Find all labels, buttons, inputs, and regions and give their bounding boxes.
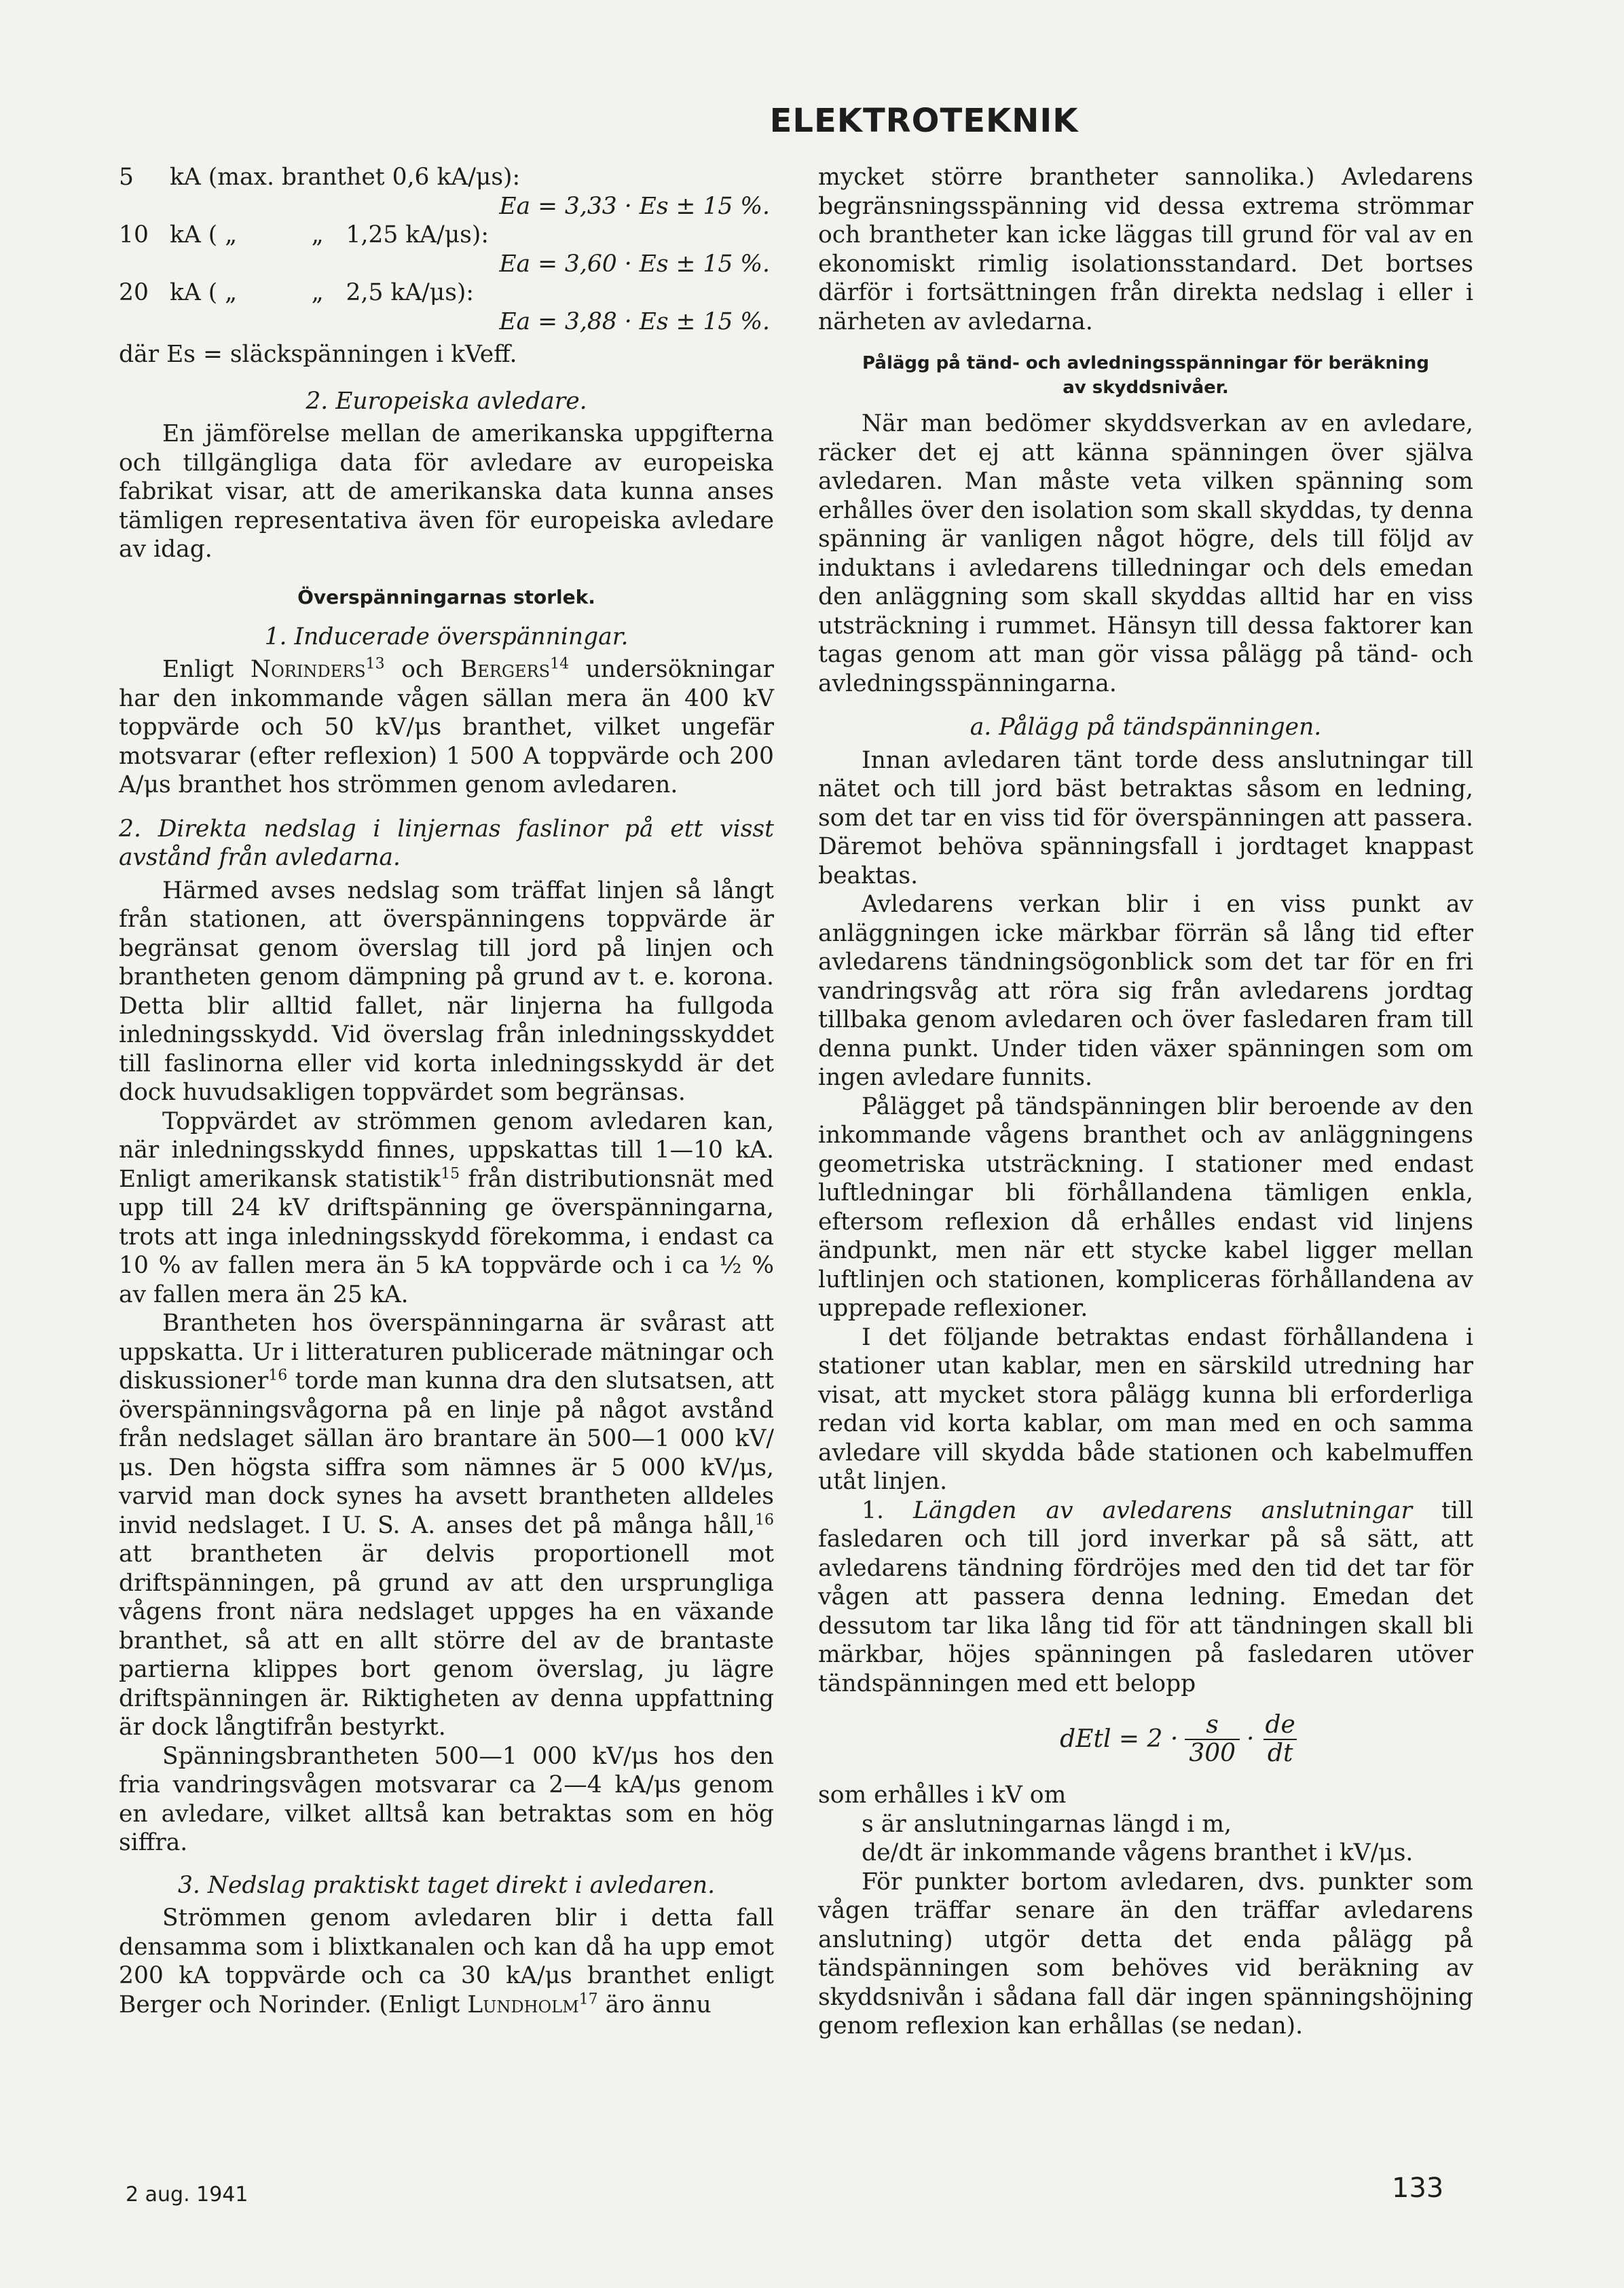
author-name: Lundholm xyxy=(467,1991,579,2018)
paragraph: I det följande betraktas endast förhållandena i stationer utan kablar, men en särskild utredning har visat, att mycket stora pålägg kunna bli erforderliga redan vid korta kablar, om man med en och samma avledare vill skydda både stationen och kabelmuffen utåt linjen. xyxy=(818,1323,1473,1495)
definition-item: de/dt är inkommande vågens branthet i kV/μs. xyxy=(862,1839,1414,1866)
section-heading: 2. Direkta nedslag i linjernas faslinor på ett visst avstånd från avledarna. xyxy=(119,815,774,871)
formula-current: 10 xyxy=(119,221,149,248)
paragraph: Enligt Norinders$^{13}$ och Bergers$^{14}$ undersökningar har den inkommande vågen sällan mera än 400 kV toppvärde och 50 kV/μs branthet, vilket ungefär motsvarar (efter reflexion) 1 500 A toppvärde och 200 A/μs branthet hos strömmen genom avledaren. xyxy=(119,655,775,798)
section-heading: a. Pålägg på tändspänningen. xyxy=(970,714,1322,741)
paragraph: Avledarens verkan blir i en viss punkt av anläggningen icke märkbar förrän så lång tid efter avledarens tändningsögonblick som det tar för en fri vandringsvåg att röra sig från avledarens jordtag tillbaka genom avledaren och över fasledaren fram till denna punkt. Under tiden växer spänningen som om ingen avledare funnits. xyxy=(818,891,1473,1091)
emphasis: Längden av avledarens anslutningar xyxy=(912,1496,1412,1524)
formula-line-20ka xyxy=(119,278,774,308)
right-column xyxy=(818,163,1473,2041)
paragraph: som erhålles i kV om xyxy=(818,1782,1067,1809)
section-heading: 3. Nedslag praktiskt taget direkt i avledaren. xyxy=(177,1871,716,1899)
formula-dot: · xyxy=(1247,1724,1255,1753)
author-name: Bergers xyxy=(460,656,551,683)
paragraph: Spänningsbrantheten 500—1 000 kV/μs hos den fria vandringsvågen motsvarar ca 2—4 kA/μs genom en avledare, vilket alltså kan betraktas som en hög siffra. xyxy=(119,1742,774,1856)
paragraph: Pålägget på tändspänningen blir beroende av den inkommande vågens branthet och av anläggningens geometriska utsträckning. I stationer med endast luftledningar bli förhållandena tämligen enkla, eftersom reflexion då erhålles endast vid linjens ändpunkt, men när ett stycke kabel ligger mellan luftlinjen och stationen, kompliceras förhållandena av upprepade reflexioner. xyxy=(818,1092,1473,1322)
formula-condition: kA ( „ „ 1,25 kA/μs): xyxy=(170,221,489,248)
formula-current: 20 xyxy=(119,279,149,306)
footnote-ref: 14 xyxy=(550,655,570,673)
page-number: 133 xyxy=(1392,2173,1444,2204)
footnote-ref: 17 xyxy=(578,1991,598,2008)
paragraph: Brantheten hos överspänningarna är svårast att uppskatta. Ur i litteraturen publicerade mätningar och diskussioner$^{16}$ torde man kunna dra den slutsatsen, att överspänningsvågorna på en linje på något avstånd från nedslaget sällan äro brantare än 500—1 000 kV/μs. Den högsta siffra som nämnes är 5 000 kV/μs, varvid man dock synes ha avsett brantheten alldeles invid nedslaget. I U. S. A. anses det på många håll,$^{16}$ att brantheten är delvis proportionell mot driftspänningen, på grund av att den ursprungliga vågens front nära nedslaget uppges ha en växande branthet, så att en allt större del av de brantaste partierna klippes bort genom överslag, ju lägre driftspänningen är. Riktigheten av denna uppfattning är dock långtifrån bestyrkt. xyxy=(119,1310,774,1741)
formula-lhs: dEtl = 2 · xyxy=(1060,1724,1179,1753)
section-heading-bold: Överspänningarnas storlek. xyxy=(297,585,595,608)
paragraph: Härmed avses nedslag som träffat linjen så långt från stationen, att överspänningens toppvärde är begränsat genom överslag till jord på linjen och brantheten genom dämpning på grund av t. e. korona. Detta blir alltid fallet, när linjerna ha fullgoda inledningsskydd. Vid överslag från inledningsskyddet till faslinorna eller vid korta inledningsskydd är det dock huvudsakligen toppvärdet som begränsas. xyxy=(119,877,774,1106)
author-name: Norinders xyxy=(250,656,366,683)
footer-date: 2 aug. 1941 xyxy=(126,2183,248,2207)
footnote-ref: 15 xyxy=(441,1165,460,1182)
formula-condition: kA (max. branthet 0,6 kA/μs): xyxy=(170,164,521,191)
formula-result: Ea = 3,33 · Es ± 15 %. xyxy=(499,192,770,220)
formula-result: Ea = 3,88 · Es ± 15 %. xyxy=(499,308,770,335)
footnote-ref: 16 xyxy=(268,1367,288,1384)
section-heading: 2. Europeiska avledare. xyxy=(306,387,587,415)
paragraph: 1. Längden av avledarens anslutningar till fasledaren och till jord inverkar på så sätt, att avledarens tändning fördröjes med den tid det tar för vågen att passera denna ledning. Emedan det dessutom tar lika lång tid för att tändningen skall bli märkbar, höjes spänningen på fasledaren utöver tändspänningen med ett belopp xyxy=(818,1496,1473,1697)
formula-line-10ka xyxy=(119,221,774,250)
paragraph: Toppvärdet av strömmen genom avledaren kan, när inledningsskydd finnes, uppskattas till 1—10 kA. Enligt amerikansk statistik$^{15}$ från distributionsnät med upp till 24 kV driftspänning ge överspänningarna, trots att inga inledningsskydd förekomma, i endast ca 10 % av fallen mera än 5 kA toppvärde och i ca ½ % av fallen mera än 25 kA. xyxy=(119,1107,774,1308)
formula-current: 5 xyxy=(119,164,134,191)
formula-line-5ka xyxy=(119,163,774,192)
section-heading: 1. Inducerade överspänningar. xyxy=(264,623,629,650)
definition-item: s är anslutningarnas längd i m, xyxy=(862,1810,1232,1838)
left-column xyxy=(119,163,774,2019)
page-header-title: ELEKTROTEKNIK xyxy=(769,102,1079,140)
fraction-de-dt: $\frac{de}{dt}$ xyxy=(1261,1712,1299,1767)
definition-line: där Es = släckspänningen i kVeff. xyxy=(119,341,517,368)
paragraph: Innan avledaren tänt torde dess anslutningar till nätet och till jord bäst betraktas såsom en ledning, som det tar en viss tid för överspänningen att passera. Däremot behöva spänningsfall i jordtaget knappast beaktas. xyxy=(818,746,1473,889)
paragraph: För punkter bortom avledaren, dvs. punkter som vågen träffar senare än den träffar avledarens anslutning) utgör detta det enda pålägg på tändspänningen som behöves vid beräkning av skyddsnivån i sådana fall där ingen spänningshöjning genom reflexion kan erhållas (se nedan). xyxy=(818,1868,1473,2040)
footnote-ref: 16 xyxy=(755,1511,774,1528)
fraction-s-300: $\frac{s}{300}$ xyxy=(1185,1712,1240,1767)
paragraph: Strömmen genom avledaren blir i detta fall densamma som i blixtkanalen och kan då ha upp emot 200 kA toppvärde och ca 30 kA/μs branthet enligt Berger och Norinder. (Enligt Lundholm$^{17}$ äro ännu xyxy=(119,1904,774,2018)
section-heading-bold: Pålägg på tänd- och avledningsspänningar för beräkning av skyddsnivåer. xyxy=(862,353,1429,398)
paragraph: När man bedömer skyddsverkan av en avledare, räcker det ej att känna spänningen över själva avledaren. Man måste veta vilken spänning som erhålles över den isolation som skall skyddas, ty denna spänning är vanligen något högre, dels till följd av induktans i avledarens tilledningar och dels emedan den anläggning som skall skyddas alltid har en viss utsträckning i rummet. Hänsyn till dessa faktorer kan tagas genom att man gör vissa pålägg på tänd- och avledningsspänningarna. xyxy=(818,410,1473,697)
formula-result: Ea = 3,60 · Es ± 15 %. xyxy=(499,250,770,278)
footnote-ref: 13 xyxy=(365,655,385,673)
formula-condition: kA ( „ „ 2,5 kA/μs): xyxy=(170,279,475,306)
formula-dEtl xyxy=(886,1712,1473,1767)
paragraph: mycket större brantheter sannolika.) Avledarens begränsningsspänning vid dessa extrema strömmar och brantheter kan icke läggas till grund för val av en ekonomiskt rimlig isolationsstandard. Det bortses därför i fortsättningen från direkta nedslag i eller i närheten av avledarna. xyxy=(818,164,1473,335)
paragraph: En jämförelse mellan de amerikanska uppgifterna och tillgängliga data för avledare av europeiska fabrikat visar, att de amerikanska data kunna anses tämligen representativa även för europeiska avledare av idag. xyxy=(119,420,774,563)
